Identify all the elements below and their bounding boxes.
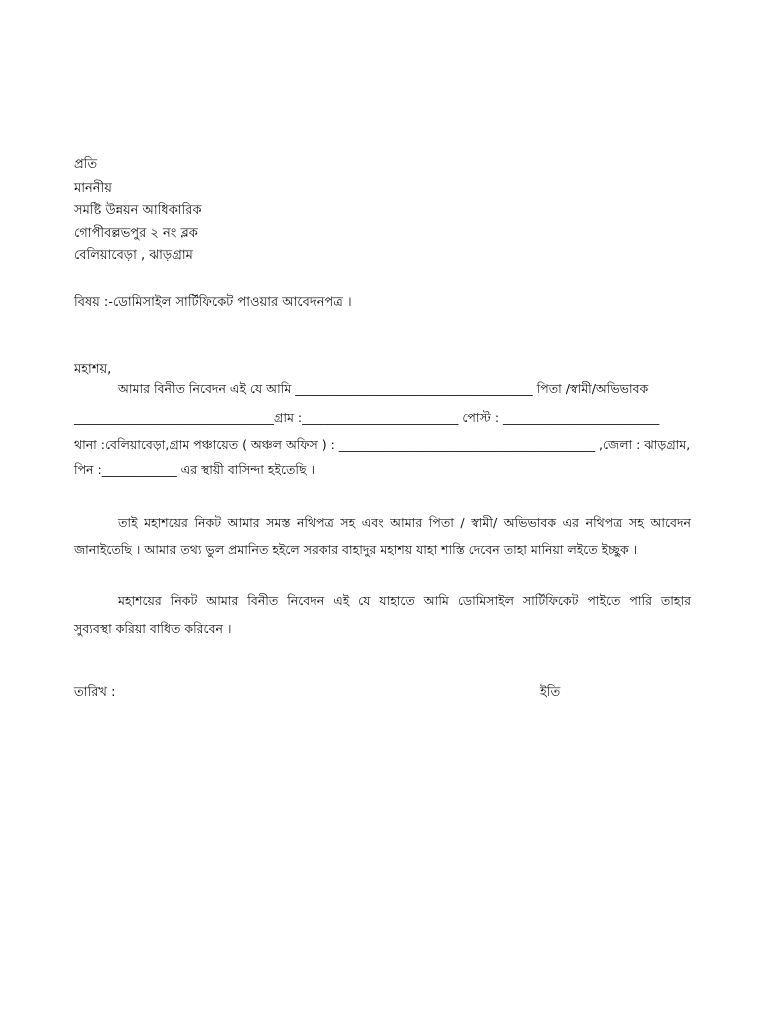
paragraph-3-line-1: মহাশয়ের নিকট আমার বিনীত নিবেদন এই যে যাহাতে আমি ডোমিসাইল সার্টিফিকেট পাইতে পারি তাহার (118, 593, 691, 608)
paragraph-2-line-1: তাই মহাশয়ের নিকট আমার সমস্ত নথিপত্র সহ এবং আমার পিতা / স্বামী/ অভিভাবক এর নথিপত্র সহ আবেদন (118, 515, 691, 530)
paragraph-1-line-3: থানা :বেলিয়াবেড়া,গ্রাম পঞ্চায়েত ( অঞ্চল অফিস ) : _________________________________________ ,জেলা : ঝাড়গ্রাম, (74, 437, 691, 452)
recipient-line-to: প্রতি (74, 157, 98, 172)
recipient-line-location: বেলিয়াবেড়া , ঝাড়গ্রাম (74, 248, 193, 263)
recipient-line-honorific: মাননীয় (74, 181, 112, 196)
recipient-line-block: গোপীবল্লভপুর ২ নং ব্লক (74, 226, 198, 241)
paragraph-1-line-4: পিন :____________ এর স্থায়ী বাসিন্দা হইতেছি । (74, 462, 315, 477)
paragraph-2-line-2: জানাইতেছি । আমার তথ্য ভুল প্রমানিত হইলে সরকার বাহাদুর মহাশয় যাহা শাস্তি দেবেন তাহা মানিয়া লইতে ইচ্ছুক । (74, 542, 638, 557)
subject-line: বিষয় :-ডোমিসাইল সার্টিফিকেট পাওয়ার আবেদনপত্র । (74, 295, 352, 310)
salutation: মহাশয়, (74, 362, 112, 377)
paragraph-1-line-1: আমার বিনীত নিবেদন এই যে আমি ______________________________________ পিতা /স্বামী/অভিভাবক (118, 381, 649, 396)
recipient-line-designation: সমষ্টি উন্নয়ন আধিকারিক (74, 203, 202, 218)
paragraph-1-line-2: ________________________________গ্রাম :_________________________ পোস্ট : _________________________ (74, 410, 660, 425)
closing-word: ইতি (540, 685, 561, 700)
paragraph-3-line-2: সুব্যবস্থা করিয়া বাধিত করিবেন । (74, 621, 232, 636)
date-label: তারিখ : (74, 685, 116, 700)
